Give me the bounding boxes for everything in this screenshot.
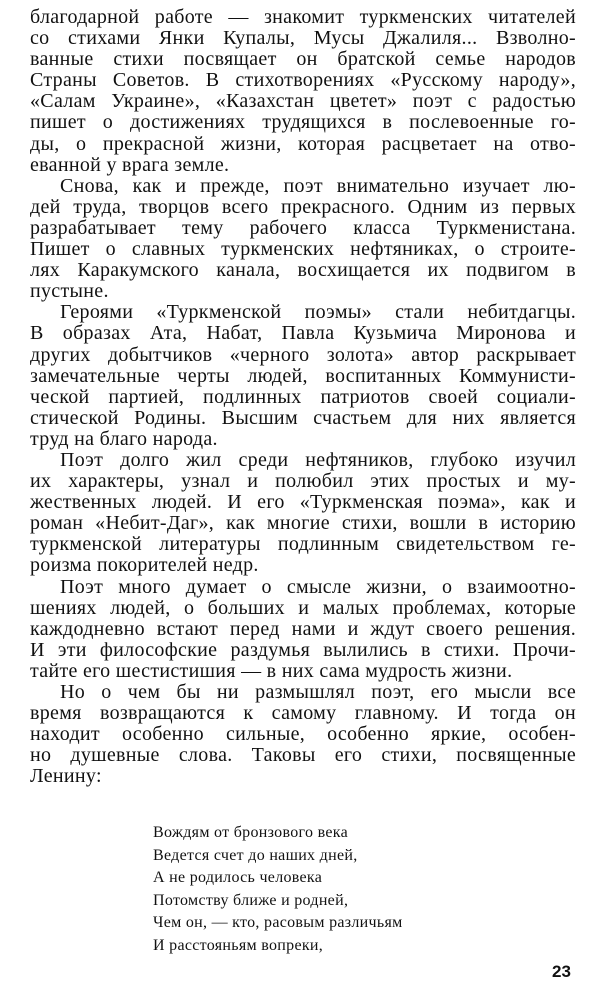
poem-line: Потомству ближе и родней, bbox=[153, 891, 349, 909]
text-line: тайте его шестистишия — в них сама мудрость жизни. bbox=[30, 659, 513, 682]
text-line: Поэт долго жил среди нефтяников, глубоко изучил bbox=[60, 448, 576, 471]
paragraph bbox=[30, 176, 576, 303]
paragraph bbox=[30, 302, 576, 450]
text-line: шениях людей, о больших и малых проблемах, которые bbox=[30, 596, 576, 619]
text-line: В образах Ата, Набат, Павла Кузьмича Миронова и bbox=[30, 322, 576, 345]
text-line: благодарной работе — знакомит туркменских читателей bbox=[30, 6, 576, 28]
text-line: ческой партией, подлинных патриотов своей социали- bbox=[30, 385, 576, 408]
body-text bbox=[30, 7, 576, 787]
text-line: время возвращаются к самому главному. И тогда он bbox=[30, 702, 576, 725]
poem-line: Вождям от бронзового века bbox=[153, 824, 348, 841]
text-line: дей труда, творцов всего прекрасного. Одним из первых bbox=[30, 195, 576, 218]
text-line: роизма покорителей недр. bbox=[30, 554, 259, 577]
text-line: находит особенно сильные, особенно яркие, особен- bbox=[30, 723, 576, 746]
paragraph bbox=[30, 7, 576, 176]
text-line: труд на благо народа. bbox=[30, 427, 218, 450]
poem-quote bbox=[153, 822, 403, 958]
text-line: ды, о прекрасной жизни, которая расцветает на отво- bbox=[30, 132, 576, 155]
text-line: «Салам Украине», «Казахстан цветет» поэт с радостью bbox=[30, 90, 576, 113]
paragraph bbox=[30, 577, 576, 682]
poem-line: Чем он, — кто, расовым различьям bbox=[153, 914, 403, 932]
text-line: Ленину: bbox=[30, 765, 102, 788]
text-line: Снова, как и прежде, поэт внимательно изучает лю- bbox=[60, 174, 576, 197]
text-line: Героями «Туркменской поэмы» стали небитдагцы. bbox=[60, 301, 576, 324]
text-line: замечательные черты людей, воспитанных Коммунисти- bbox=[30, 364, 576, 387]
paragraph bbox=[30, 450, 576, 577]
text-line: Поэт много думает о смысле жизни, о взаимоотно- bbox=[60, 575, 576, 598]
text-line: пишет о достижениях трудящихся в послевоенные го- bbox=[30, 111, 576, 134]
text-line: жественных людей. И его «Туркменская поэма», как и bbox=[30, 491, 576, 514]
text-line: стической Родины. Высшим счастьем для них является bbox=[30, 406, 576, 429]
text-line: но душевные слова. Таковы его стихи, посвященные bbox=[30, 744, 576, 767]
poem-line: Ведется счет до наших дней, bbox=[153, 846, 358, 864]
text-line: еванной у врага земле. bbox=[30, 153, 230, 176]
text-line: Пишет о славных туркменских нефтяниках, о строите- bbox=[30, 238, 576, 261]
text-line: разрабатывает тему рабочего класса Туркменистана. bbox=[30, 216, 576, 239]
text-line: пустыне. bbox=[30, 280, 109, 303]
page-number: 23 bbox=[552, 962, 571, 981]
text-line: каждодневно встают перед нами и ждут своего решения. bbox=[30, 617, 576, 640]
text-line: ванные стихи посвящает он братской семье народов bbox=[30, 48, 576, 71]
text-line: других добытчиков «черного золота» автор раскрывает bbox=[30, 343, 576, 366]
text-line: И эти философские раздумья вылились в стихи. Прочи- bbox=[30, 638, 576, 661]
text-line: лях Каракумского канала, восхищается их подвигом в bbox=[30, 259, 576, 282]
poem-line: И расстояньям вопреки, bbox=[153, 936, 324, 954]
poem-line: А не родилось человека bbox=[153, 869, 323, 887]
paragraph bbox=[30, 682, 576, 787]
text-line: Страны Советов. В стихотворениях «Русскому народу», bbox=[30, 69, 576, 92]
text-line: Но о чем бы ни размышлял поэт, его мысли все bbox=[60, 681, 576, 703]
text-line: туркменской литературы подлинным свидетельством ге- bbox=[30, 533, 576, 556]
text-line: роман «Небит-Даг», как многие стихи, вошли в историю bbox=[30, 512, 576, 535]
text-line: их характеры, узнал и полюбил этих простых и му- bbox=[30, 470, 576, 493]
text-line: со стихами Янки Купалы, Мусы Джалиля... Взволно- bbox=[30, 27, 576, 50]
